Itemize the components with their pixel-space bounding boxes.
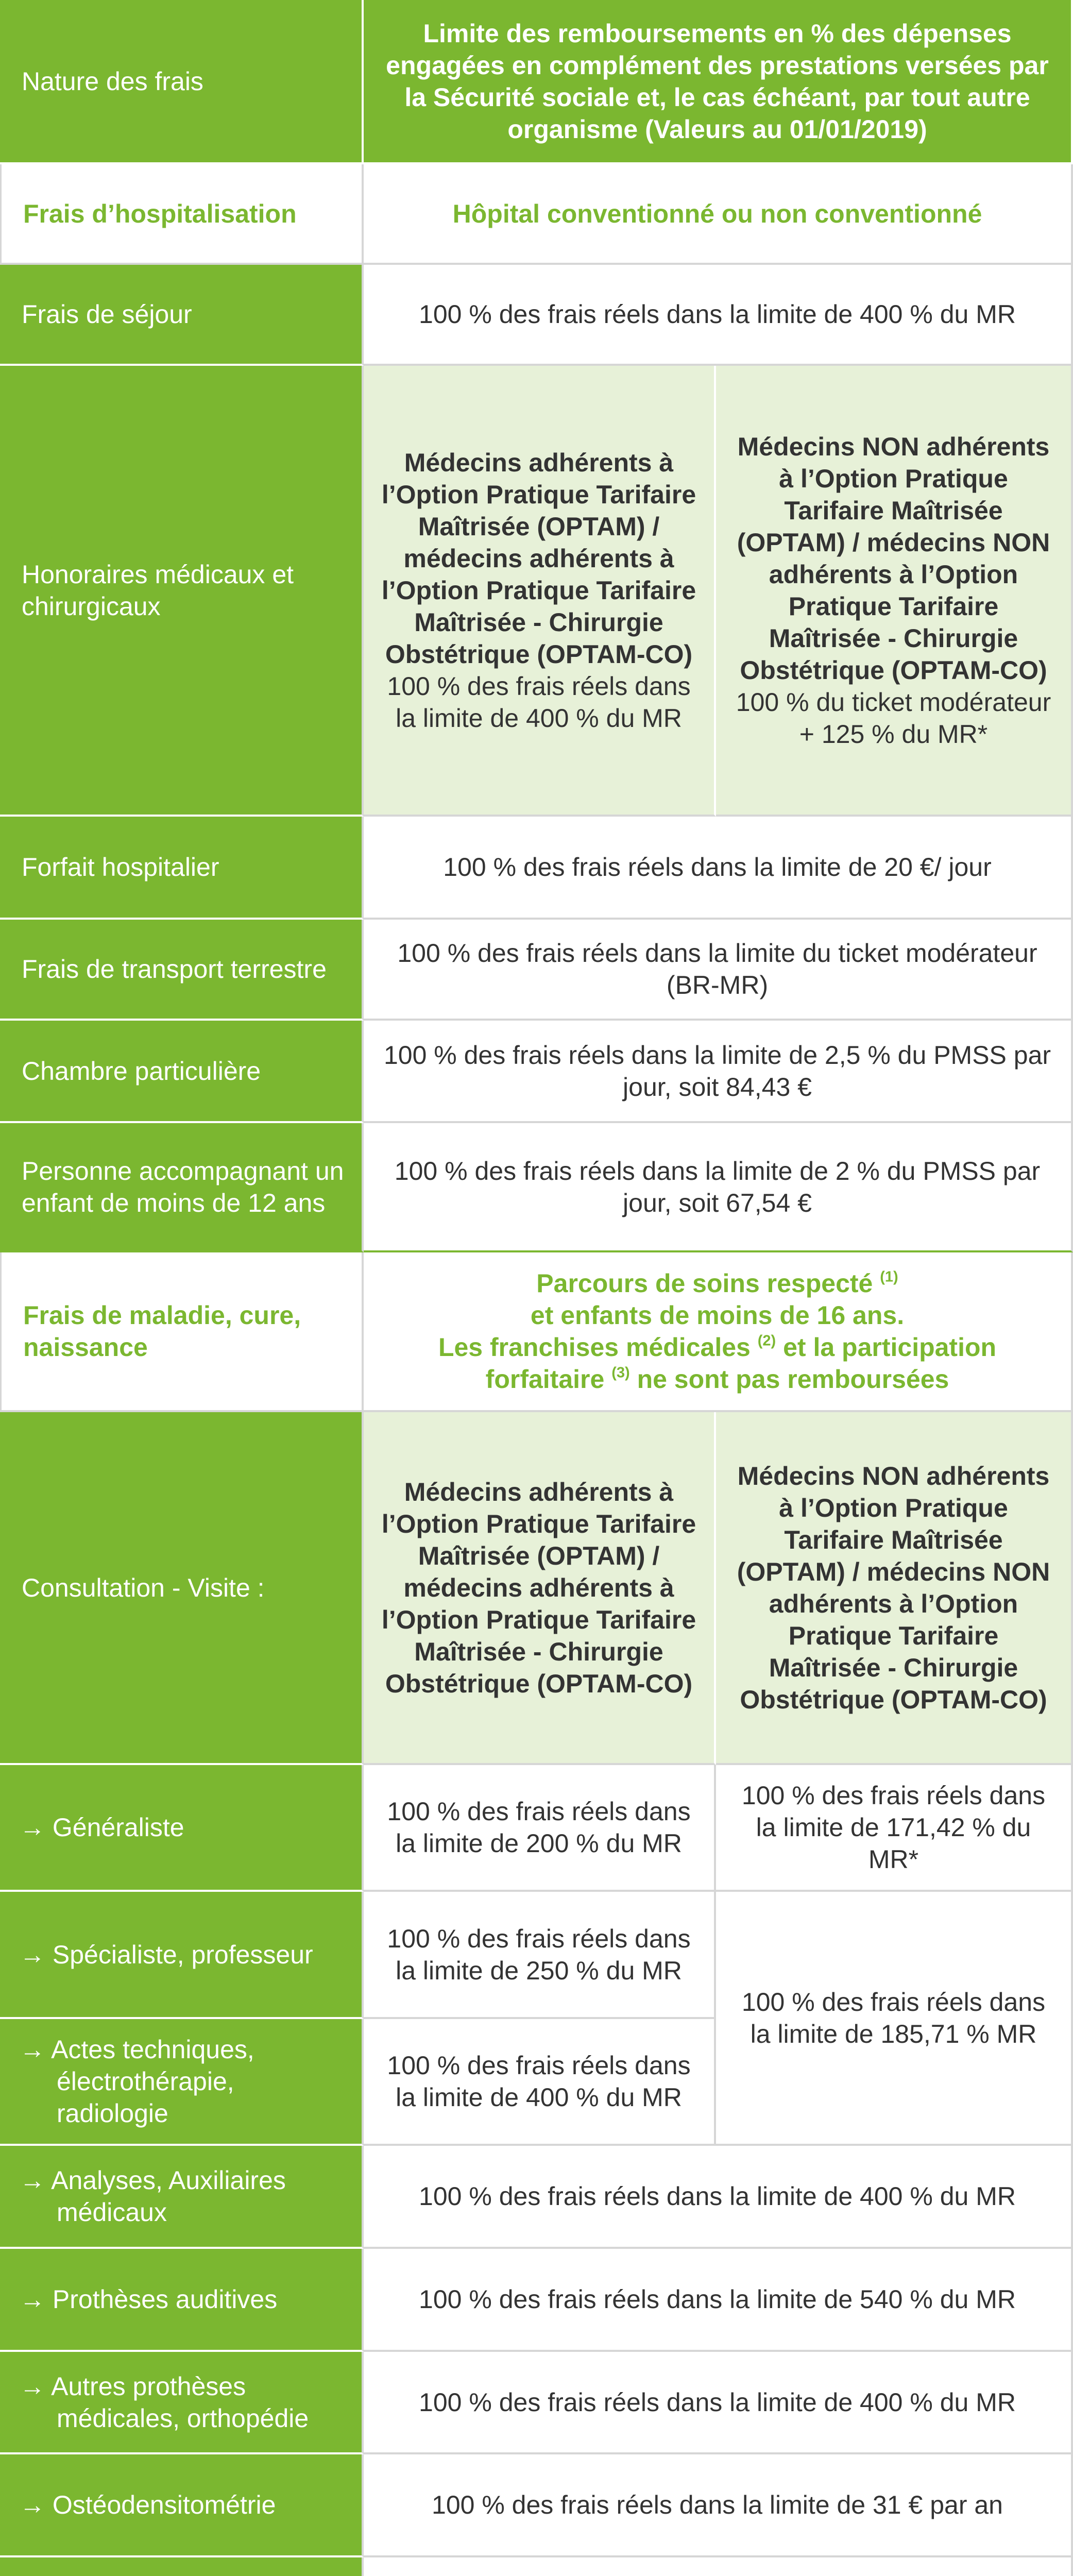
autres-protheses-label-cell bbox=[0, 2352, 364, 2454]
header-limite: Limite des remboursements en % des dépenses engagées en complément des prestations versées par la Sécurité sociale et, le cas échéant, par tout autre organisme (Valeurs au 01/01/2019) bbox=[386, 19, 1049, 144]
osteodensitometrie-label-cell bbox=[0, 2454, 364, 2557]
header-nature: Nature des frais bbox=[22, 66, 203, 96]
frais-sejour-label: Frais de séjour bbox=[22, 300, 192, 329]
honoraires-label-cell bbox=[0, 366, 364, 817]
accompagnant-value: 100 % des frais réels dans la limite de 2 % du PMSS par jour, soit 67,54 € bbox=[394, 1156, 1041, 1217]
analyses-label: → Analyses, Auxiliaires médicaux bbox=[20, 2166, 286, 2227]
honoraires-optam-value: 100 % des frais réels dans la limite de 400 % du MR bbox=[387, 671, 691, 733]
table-row bbox=[0, 817, 1073, 920]
maladie-scope-part5: ne sont pas remboursées bbox=[637, 1365, 949, 1394]
header-row bbox=[0, 0, 1073, 164]
autres-protheses-value: 100 % des frais réels dans la limite de 400 % du MR bbox=[419, 2387, 1016, 2417]
actes-label: → Actes techniques, électrothérapie, radiologie bbox=[20, 2035, 254, 2128]
maladie-section-row bbox=[0, 1252, 1073, 1412]
pharmacie-label-cell bbox=[0, 2557, 364, 2576]
table-row bbox=[0, 2146, 1073, 2249]
forfait-hospitalier-label: Forfait hospitalier bbox=[22, 853, 219, 882]
footnote-ref-2: (2) bbox=[757, 1332, 776, 1349]
generaliste-non-optam-value: 100 % des frais réels dans la limite de 171,42 % du MR* bbox=[741, 1781, 1046, 1874]
accompagnant-value-cell bbox=[364, 1123, 1073, 1252]
honoraires-non-optam-cell bbox=[716, 366, 1073, 817]
transport-value-cell bbox=[364, 920, 1073, 1021]
consultation-label-cell bbox=[0, 1412, 364, 1765]
frais-sejour-label-cell bbox=[0, 265, 364, 366]
analyses-label-cell bbox=[0, 2146, 364, 2249]
protheses-auditives-label: → Prothèses auditives bbox=[20, 2285, 278, 2314]
pharmacie-value-cell bbox=[364, 2557, 1073, 2576]
forfait-hospitalier-value: 100 % des frais réels dans la limite de 20 €/ jour bbox=[443, 853, 992, 882]
hospitalisation-scope-cell bbox=[364, 164, 1073, 265]
maladie-scope-part4: et la participation forfaitaire bbox=[485, 1333, 997, 1394]
consultation-optam-cell bbox=[364, 1412, 716, 1765]
table-row bbox=[0, 2249, 1073, 2352]
hospitalisation-section-row bbox=[0, 164, 1073, 265]
consultation-label: Consultation - Visite : bbox=[22, 1573, 265, 1602]
frais-sejour-value-cell bbox=[364, 265, 1073, 366]
table-row bbox=[0, 1412, 1073, 1765]
transport-label-cell bbox=[0, 920, 364, 1021]
actes-label-cell bbox=[0, 2019, 364, 2146]
protheses-auditives-value-cell bbox=[364, 2249, 1073, 2352]
honoraires-optam-cell bbox=[364, 366, 716, 817]
analyses-value: 100 % des frais réels dans la limite de 400 % du MR bbox=[419, 2182, 1016, 2211]
chambre-label: Chambre particulière bbox=[22, 1056, 261, 1086]
table-row bbox=[0, 2454, 1073, 2557]
accompagnant-label: Personne accompagnant un enfant de moins de 12 ans bbox=[22, 1156, 344, 1217]
hospitalisation-scope: Hôpital conventionné ou non conventionné bbox=[452, 199, 982, 228]
chambre-value-cell bbox=[364, 1021, 1073, 1123]
protheses-auditives-label-cell bbox=[0, 2249, 364, 2352]
honoraires-non-optam-title: Médecins NON adhérents à l’Option Pratique Tarifaire Maîtrisée (OPTAM) / médecins NON adhérents à l’Option Pratique Tarifaire Maîtrisée - Chirurgie Obstétrique (OPTAM-CO) bbox=[737, 432, 1050, 685]
chambre-value: 100 % des frais réels dans la limite de 2,5 % du PMSS par jour, soit 84,43 € bbox=[383, 1040, 1051, 1101]
hospitalisation-title: Frais d’hospitalisation bbox=[23, 199, 297, 228]
protheses-auditives-value: 100 % des frais réels dans la limite de 540 % du MR bbox=[419, 2285, 1016, 2314]
generaliste-optam-value: 100 % des frais réels dans la limite de 200 % du MR bbox=[387, 1797, 691, 1858]
table-row bbox=[0, 2557, 1073, 2576]
actes-optam-cell bbox=[364, 2019, 716, 2146]
autres-protheses-value-cell bbox=[364, 2352, 1073, 2454]
specialiste-label-cell bbox=[0, 1892, 364, 2019]
table-row bbox=[0, 1765, 1073, 1892]
table-row bbox=[0, 265, 1073, 366]
table-row bbox=[0, 2352, 1073, 2454]
accompagnant-label-cell bbox=[0, 1123, 364, 1252]
maladie-title: Frais de maladie, cure, naissance bbox=[23, 1301, 301, 1362]
generaliste-label: → Généraliste bbox=[20, 1813, 184, 1842]
autres-protheses-label: → Autres prothèses médicales, orthopédie bbox=[20, 2371, 309, 2433]
generaliste-optam-cell bbox=[364, 1765, 716, 1892]
chambre-label-cell bbox=[0, 1021, 364, 1123]
forfait-hospitalier-value-cell bbox=[364, 817, 1073, 920]
consultation-non-optam-cell bbox=[716, 1412, 1073, 1765]
header-nature-cell bbox=[0, 0, 364, 164]
consultation-optam-title: Médecins adhérents à l’Option Pratique Tarifaire Maîtrisée (OPTAM) / médecins adhérents à l’Option Pratique Tarifaire Maîtrisée - Chirurgie Obstétrique (OPTAM-CO) bbox=[381, 1477, 696, 1698]
frais-sejour-value: 100 % des frais réels dans la limite de 400 % du MR bbox=[419, 300, 1016, 329]
generaliste-label-cell bbox=[0, 1765, 364, 1892]
table-row bbox=[0, 1123, 1073, 1252]
table-row bbox=[0, 1021, 1073, 1123]
transport-label: Frais de transport terrestre bbox=[22, 955, 327, 984]
honoraires-non-optam-value: 100 % du ticket modérateur + 125 % du MR* bbox=[736, 687, 1051, 749]
table-row bbox=[0, 366, 1073, 817]
maladie-title-cell bbox=[0, 1252, 364, 1412]
specialiste-optam-cell bbox=[364, 1892, 716, 2019]
hospitalisation-title-cell bbox=[0, 164, 364, 265]
analyses-value-cell bbox=[364, 2146, 1073, 2249]
generaliste-non-optam-cell bbox=[716, 1765, 1073, 1892]
osteodensitometrie-label: → Ostéodensitométrie bbox=[20, 2490, 276, 2519]
honoraires-optam-title: Médecins adhérents à l’Option Pratique Tarifaire Maîtrisée (OPTAM) / médecins adhérents à l’Option Pratique Tarifaire Maîtrisée - Chirurgie Obstétrique (OPTAM-CO) bbox=[381, 448, 696, 669]
specialiste-actes-non-optam-cell bbox=[716, 1892, 1073, 2146]
forfait-hospitalier-label-cell bbox=[0, 817, 364, 920]
honoraires-label: Honoraires médicaux et chirurgicaux bbox=[22, 560, 294, 621]
consultation-non-optam-title: Médecins NON adhérents à l’Option Pratique Tarifaire Maîtrisée (OPTAM) / médecins NON adhérents à l’Option Pratique Tarifaire Maîtrisée - Chirurgie Obstétrique (OPTAM-CO) bbox=[737, 1461, 1050, 1714]
footnote-ref-3: (3) bbox=[611, 1364, 630, 1381]
specialiste-label: → Spécialiste, professeur bbox=[20, 1940, 313, 1969]
maladie-scope-part3: Les franchises médicales bbox=[438, 1333, 751, 1362]
actes-optam-value: 100 % des frais réels dans la limite de 400 % du MR bbox=[387, 2051, 691, 2112]
maladie-scope-part1: Parcours de soins respecté bbox=[536, 1269, 873, 1298]
maladie-scope-part2: et enfants de moins de 16 ans. bbox=[530, 1301, 905, 1330]
header-limite-cell bbox=[364, 0, 1073, 164]
specialiste-actes-non-optam-value: 100 % des frais réels dans la limite de 185,71 % MR bbox=[741, 1987, 1046, 2048]
maladie-scope-cell bbox=[364, 1252, 1073, 1412]
table-row bbox=[0, 920, 1073, 1021]
table-row bbox=[0, 1892, 1073, 2019]
specialiste-optam-value: 100 % des frais réels dans la limite de 250 % du MR bbox=[387, 1924, 691, 1985]
osteodensitometrie-value-cell bbox=[364, 2454, 1073, 2557]
osteodensitometrie-value: 100 % des frais réels dans la limite de 31 € par an bbox=[432, 2490, 1003, 2519]
footnote-ref-1: (1) bbox=[880, 1268, 898, 1285]
transport-value: 100 % des frais réels dans la limite du ticket modérateur (BR-MR) bbox=[397, 939, 1037, 999]
